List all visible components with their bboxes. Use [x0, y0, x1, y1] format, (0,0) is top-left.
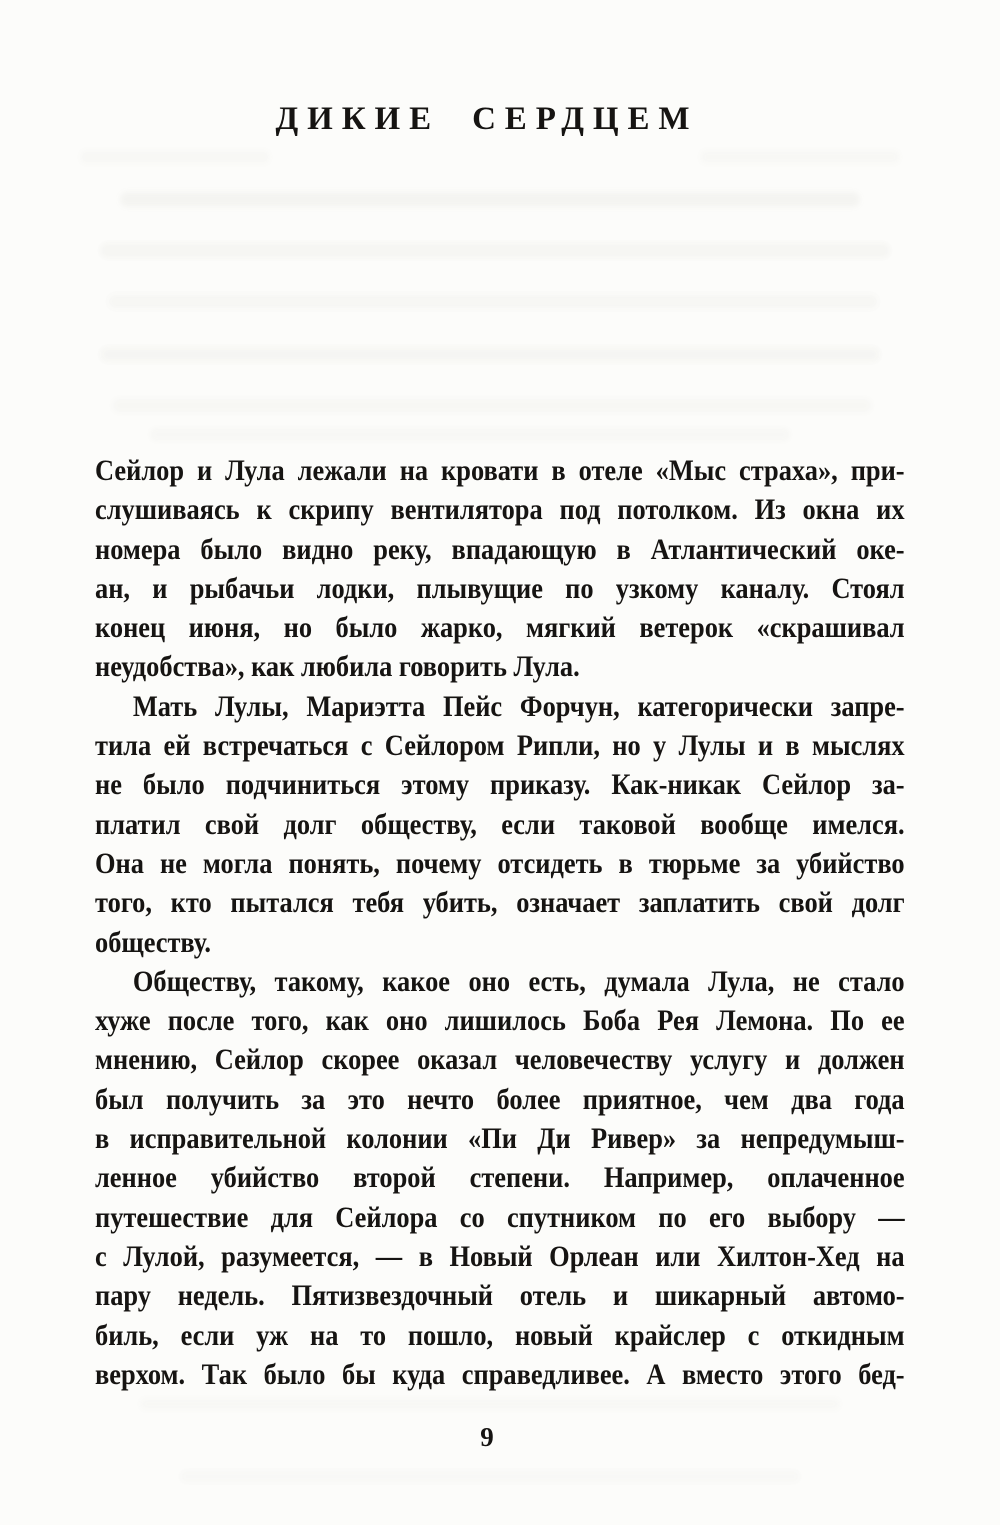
bleed-through-band [140, 1398, 840, 1410]
bleed-through-band [150, 428, 790, 441]
paragraph [95, 687, 905, 962]
text-line: ан, и рыбачьи лодки, плывущие по узкому каналу. Стоял [95, 571, 905, 605]
text-line: обществу. [95, 925, 211, 959]
text-line: мнению, Сейлор скорее оказал человечеству услугу и должен [95, 1043, 905, 1077]
bleed-through-band [700, 150, 900, 164]
text-line: хуже после того, как оно лишилось Боба Рея Лемона. По ее [95, 1004, 905, 1038]
text-line: путешествие для Сейлора со спутником по его выбору — [95, 1200, 905, 1234]
text-line: того, кто пытался тебя убить, означает заплатить свой долг [95, 886, 905, 920]
text-line: Обществу, такому, какое оно есть, думала Лула, не стало [132, 964, 905, 998]
text-line: с Лулой, разумеется, — в Новый Орлеан или Хилтон-Хед на [95, 1239, 905, 1273]
chapter-header [0, 101, 974, 137]
text-line: Она не могла понять, почему отсидеть в тюрьме за убийство [95, 846, 905, 880]
bleed-through-band [80, 150, 270, 164]
page-number: 9 [480, 1422, 494, 1452]
paragraph [95, 962, 905, 1394]
text-line: верхом. Так было бы куда справедливее. А вместо этого бед- [95, 1357, 905, 1391]
text-line: в исправительной колонии «Пи Ди Ривер» за непредумыш- [95, 1122, 905, 1156]
text-line: номера было видно реку, впадающую в Атлантический оке- [95, 532, 905, 566]
text-line: не было подчиниться этому приказу. Как-никак Сейлор за- [95, 768, 905, 802]
body-text [95, 451, 905, 1394]
text-line: слушиваясь к скрипу вентилятора под потолком. Из окна их [95, 493, 905, 527]
text-line: был получить за это нечто более приятное, чем два года [95, 1082, 905, 1116]
bleed-through-band [112, 398, 872, 413]
paragraph [95, 451, 905, 687]
bleed-through-band [108, 294, 878, 309]
text-line: пару недель. Пятизвездочный отель и шикарный автомо- [95, 1279, 905, 1313]
text-line: Сейлор и Лула лежали на кровати в отеле «Мыс страха», при- [95, 454, 905, 487]
bleed-through-band [120, 192, 860, 207]
bleed-through-band [100, 243, 890, 258]
chapter-title: ДИКИЕ СЕРДЦЕМ [275, 101, 699, 137]
text-line: конец июня, но было жарко, мягкий ветерок «скрашивал [95, 611, 905, 645]
text-line: неудобства», как любила говорить Лула. [95, 650, 580, 684]
bleed-through-band [100, 347, 880, 362]
text-line: платил свой долг обществу, если таковой вообще имелся. [95, 807, 905, 841]
text-line: ленное убийство второй степени. Например, оплаченное [95, 1161, 905, 1195]
bleed-through-band [180, 1470, 800, 1483]
text-line: тила ей встречаться с Сейлором Рипли, но у Лулы и в мыслях [95, 729, 905, 763]
text-line: биль, если уж на то пошло, новый крайслер с откидным [95, 1318, 905, 1352]
text-line: Мать Лулы, Мариэтта Пейс Форчун, категорически запре- [132, 689, 905, 723]
